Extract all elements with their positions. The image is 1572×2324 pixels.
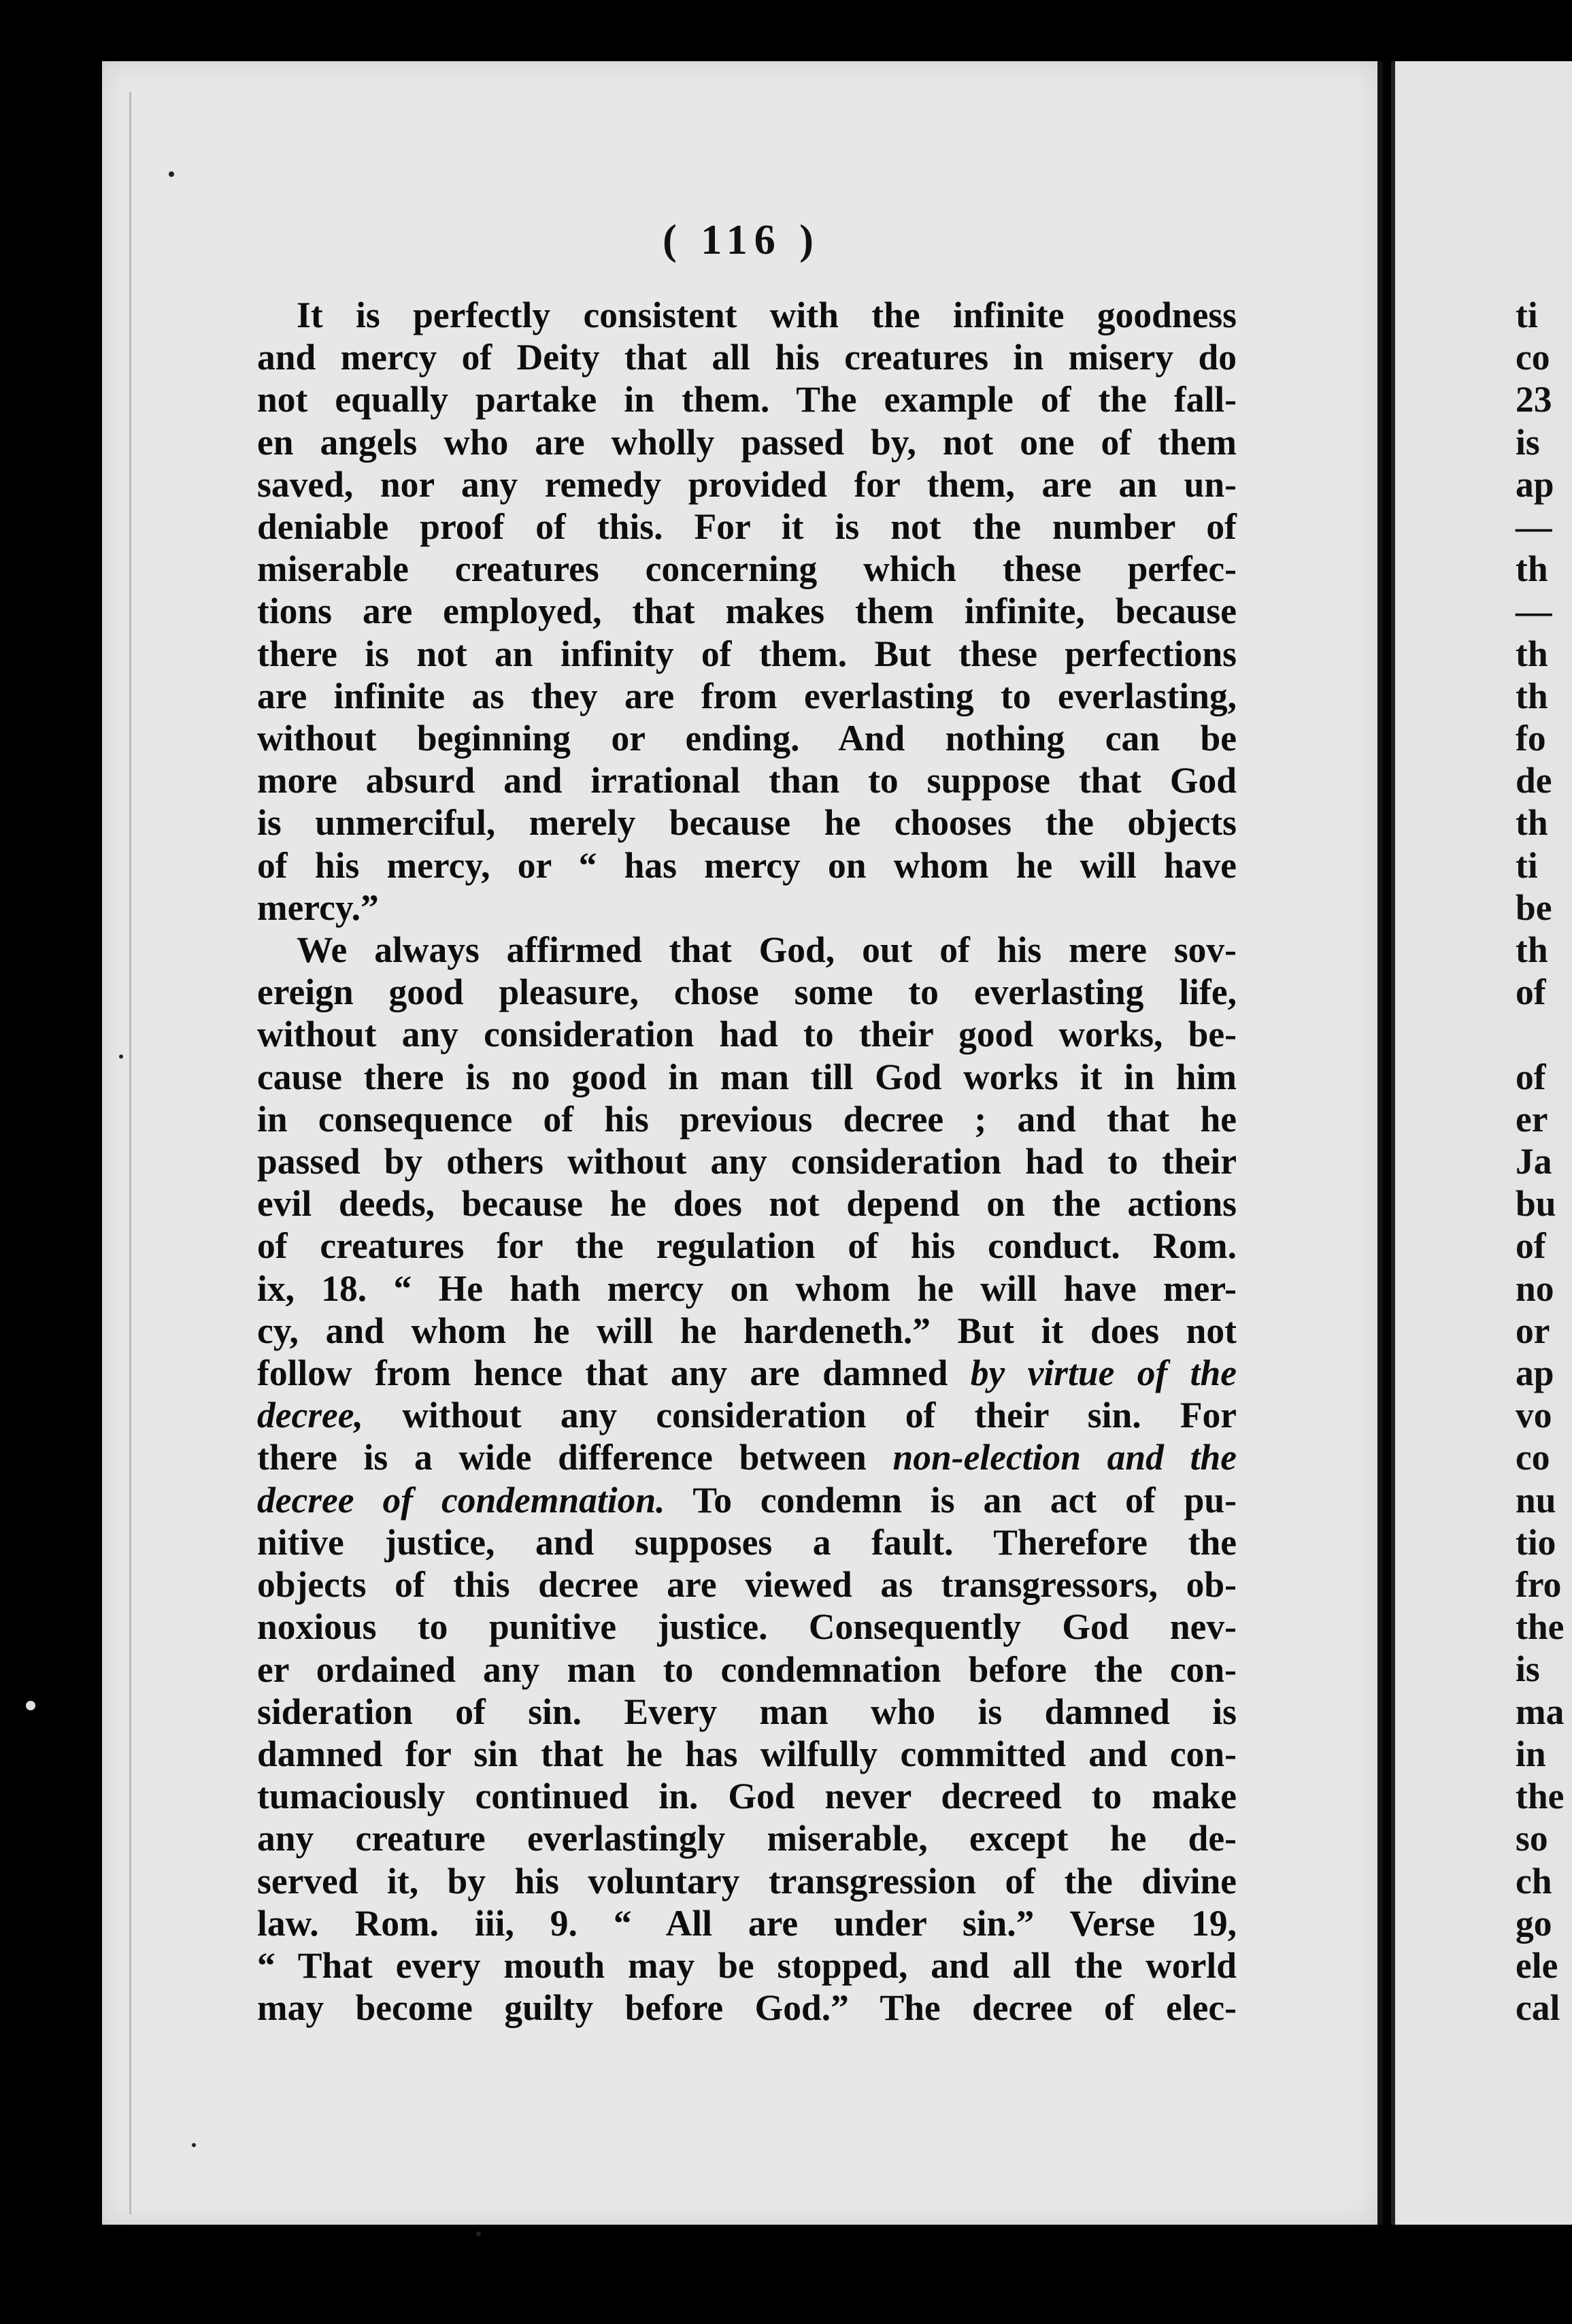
text-line bbox=[257, 1479, 1237, 1521]
fragment: ma bbox=[1516, 1691, 1565, 1732]
text-line: evil deeds, because he does not depend on the actions bbox=[257, 1183, 1237, 1225]
fragment: er bbox=[1516, 1098, 1548, 1140]
text-line: are infinite as they are from everlasting to everlasting, bbox=[257, 675, 1237, 716]
fragment: fo bbox=[1516, 718, 1546, 759]
page-number: ( 116 ) bbox=[663, 217, 820, 263]
text-line: saved, nor any remedy provided for them, are an un- bbox=[257, 463, 1237, 505]
text-segment: To condemn is an act of pu- bbox=[692, 1479, 1237, 1521]
fragment: de bbox=[1516, 760, 1552, 801]
paper-speck bbox=[169, 171, 174, 177]
text-line: may become guilty before God.” The decree of elec- bbox=[257, 1987, 1237, 2029]
text-line: there is not an infinity of them. But these perfections bbox=[257, 633, 1237, 674]
fragment: vo bbox=[1516, 1395, 1552, 1436]
fragment: th bbox=[1516, 548, 1548, 590]
right-page-fragments bbox=[1516, 294, 1563, 2029]
text-line: more absurd and irrational than to suppose that God bbox=[257, 760, 1237, 801]
text-line: er ordained any man to condemnation before the con- bbox=[257, 1648, 1237, 1690]
fragment: — bbox=[1516, 591, 1552, 632]
fragment: no bbox=[1516, 1267, 1554, 1309]
text-line: miserable creatures concerning which these perfec- bbox=[257, 548, 1237, 590]
italic-text: decree, bbox=[257, 1395, 363, 1436]
fragment: Ja bbox=[1516, 1141, 1552, 1182]
text-line: tumaciously continued in. God never decreed to make bbox=[257, 1776, 1237, 1817]
text-line bbox=[257, 1436, 1237, 1478]
fragment: fro bbox=[1516, 1564, 1562, 1606]
fragment: ti bbox=[1516, 844, 1538, 886]
text-segment: there is a wide difference between bbox=[257, 1437, 867, 1478]
paper-speck bbox=[192, 2143, 196, 2147]
text-line: We always affirmed that God, out of his mere sov- bbox=[297, 929, 1237, 971]
fragment: or bbox=[1516, 1310, 1550, 1351]
fragment: ap bbox=[1516, 463, 1554, 505]
fragment: of bbox=[1516, 972, 1546, 1013]
fragment: of bbox=[1516, 1225, 1546, 1267]
text-line: without any consideration had to their good works, be- bbox=[257, 1014, 1237, 1055]
text-line: nitive justice, and supposes a fault. Therefore the bbox=[257, 1521, 1237, 1563]
text-line: “ That every mouth may be stopped, and all the world bbox=[257, 1944, 1237, 1986]
text-line bbox=[257, 1394, 1237, 1436]
italic-text: decree of condemnation. bbox=[257, 1479, 665, 1521]
fragment: ap bbox=[1516, 1352, 1554, 1394]
fragment: tio bbox=[1516, 1521, 1556, 1563]
paper-speck bbox=[26, 1701, 35, 1710]
text-line: noxious to punitive justice. Consequently God nev- bbox=[257, 1606, 1237, 1648]
text-line: deniable proof of this. For it is not the number of bbox=[257, 506, 1237, 548]
text-line: tions are employed, that makes them infinite, because bbox=[257, 591, 1237, 632]
text-line: damned for sin that he has wilfully committed and con- bbox=[257, 1733, 1237, 1774]
fragment: — bbox=[1516, 506, 1552, 548]
text-line: in consequence of his previous decree ; and that he bbox=[257, 1098, 1237, 1140]
italic-text: non-election and the bbox=[892, 1437, 1237, 1478]
text-line: cy, and whom he will he hardeneth.” But it does not bbox=[257, 1310, 1237, 1351]
fragment: is bbox=[1516, 421, 1540, 463]
text-segment: without any consideration of their sin. For bbox=[402, 1395, 1237, 1436]
fragment: co bbox=[1516, 1437, 1550, 1478]
text-line: and mercy of Deity that all his creatures in misery do bbox=[257, 337, 1237, 378]
text-line: not equally partake in them. The example of the fall- bbox=[257, 379, 1237, 420]
text-line: without beginning or ending. And nothing can be bbox=[257, 718, 1237, 759]
text-line: served it, by his voluntary transgression of the divine bbox=[257, 1860, 1237, 1902]
paper-speck bbox=[476, 2231, 481, 2236]
text-line bbox=[257, 1352, 1237, 1394]
fragment: bu bbox=[1516, 1183, 1556, 1225]
text-line: ix, 18. “ He hath mercy on whom he will have mer- bbox=[257, 1267, 1237, 1309]
fragment: of bbox=[1516, 1056, 1546, 1097]
fragment: th bbox=[1516, 675, 1548, 716]
italic-text: by virtue of the bbox=[970, 1352, 1237, 1394]
fragment: th bbox=[1516, 929, 1548, 971]
fragment: ti bbox=[1516, 295, 1538, 335]
fragment: th bbox=[1516, 633, 1548, 674]
paper-speck bbox=[119, 1055, 123, 1059]
fragment: is bbox=[1516, 1648, 1540, 1690]
text-line: cause there is no good in man till God works it in him bbox=[257, 1056, 1237, 1097]
fragment: go bbox=[1516, 1902, 1552, 1944]
fragment: the bbox=[1516, 1776, 1565, 1817]
text-line: objects of this decree are viewed as transgressors, ob- bbox=[257, 1564, 1237, 1606]
text-line: It is perfectly consistent with the infinite goodness bbox=[297, 295, 1237, 335]
text-line: sideration of sin. Every man who is damned is bbox=[257, 1691, 1237, 1732]
fragment: in bbox=[1516, 1733, 1546, 1774]
text-segment: follow from hence that any are damned bbox=[257, 1352, 948, 1394]
text-line: of his mercy, or “ has mercy on whom he will have bbox=[257, 844, 1237, 886]
fragment: th bbox=[1516, 802, 1548, 844]
text-line: passed by others without any consideration had to their bbox=[257, 1141, 1237, 1182]
text-line: en angels who are wholly passed by, not one of them bbox=[257, 421, 1237, 463]
text-line: ereign good pleasure, chose some to everlasting life, bbox=[257, 972, 1237, 1013]
fragment: cal bbox=[1516, 1987, 1560, 2029]
text-line: of creatures for the regulation of his conduct. Rom. bbox=[257, 1225, 1237, 1267]
fragment: so bbox=[1516, 1818, 1548, 1859]
fragment: the bbox=[1516, 1606, 1565, 1648]
fragment: co bbox=[1516, 337, 1550, 378]
fragment-gap bbox=[1516, 1013, 1563, 1055]
fragment: 23 bbox=[1516, 379, 1552, 420]
fragment: be bbox=[1516, 886, 1552, 928]
fragment: ch bbox=[1516, 1860, 1552, 1902]
fragment: ele bbox=[1516, 1944, 1558, 1986]
main-body-text bbox=[257, 294, 1237, 2029]
text-line: is unmerciful, merely because he chooses the objects bbox=[257, 802, 1237, 844]
text-line: mercy.” bbox=[257, 886, 379, 928]
text-line: law. Rom. iii, 9. “ All are under sin.” Verse 19, bbox=[257, 1902, 1237, 1944]
fragment: nu bbox=[1516, 1479, 1556, 1521]
text-line: any creature everlastingly miserable, except he de- bbox=[257, 1818, 1237, 1859]
